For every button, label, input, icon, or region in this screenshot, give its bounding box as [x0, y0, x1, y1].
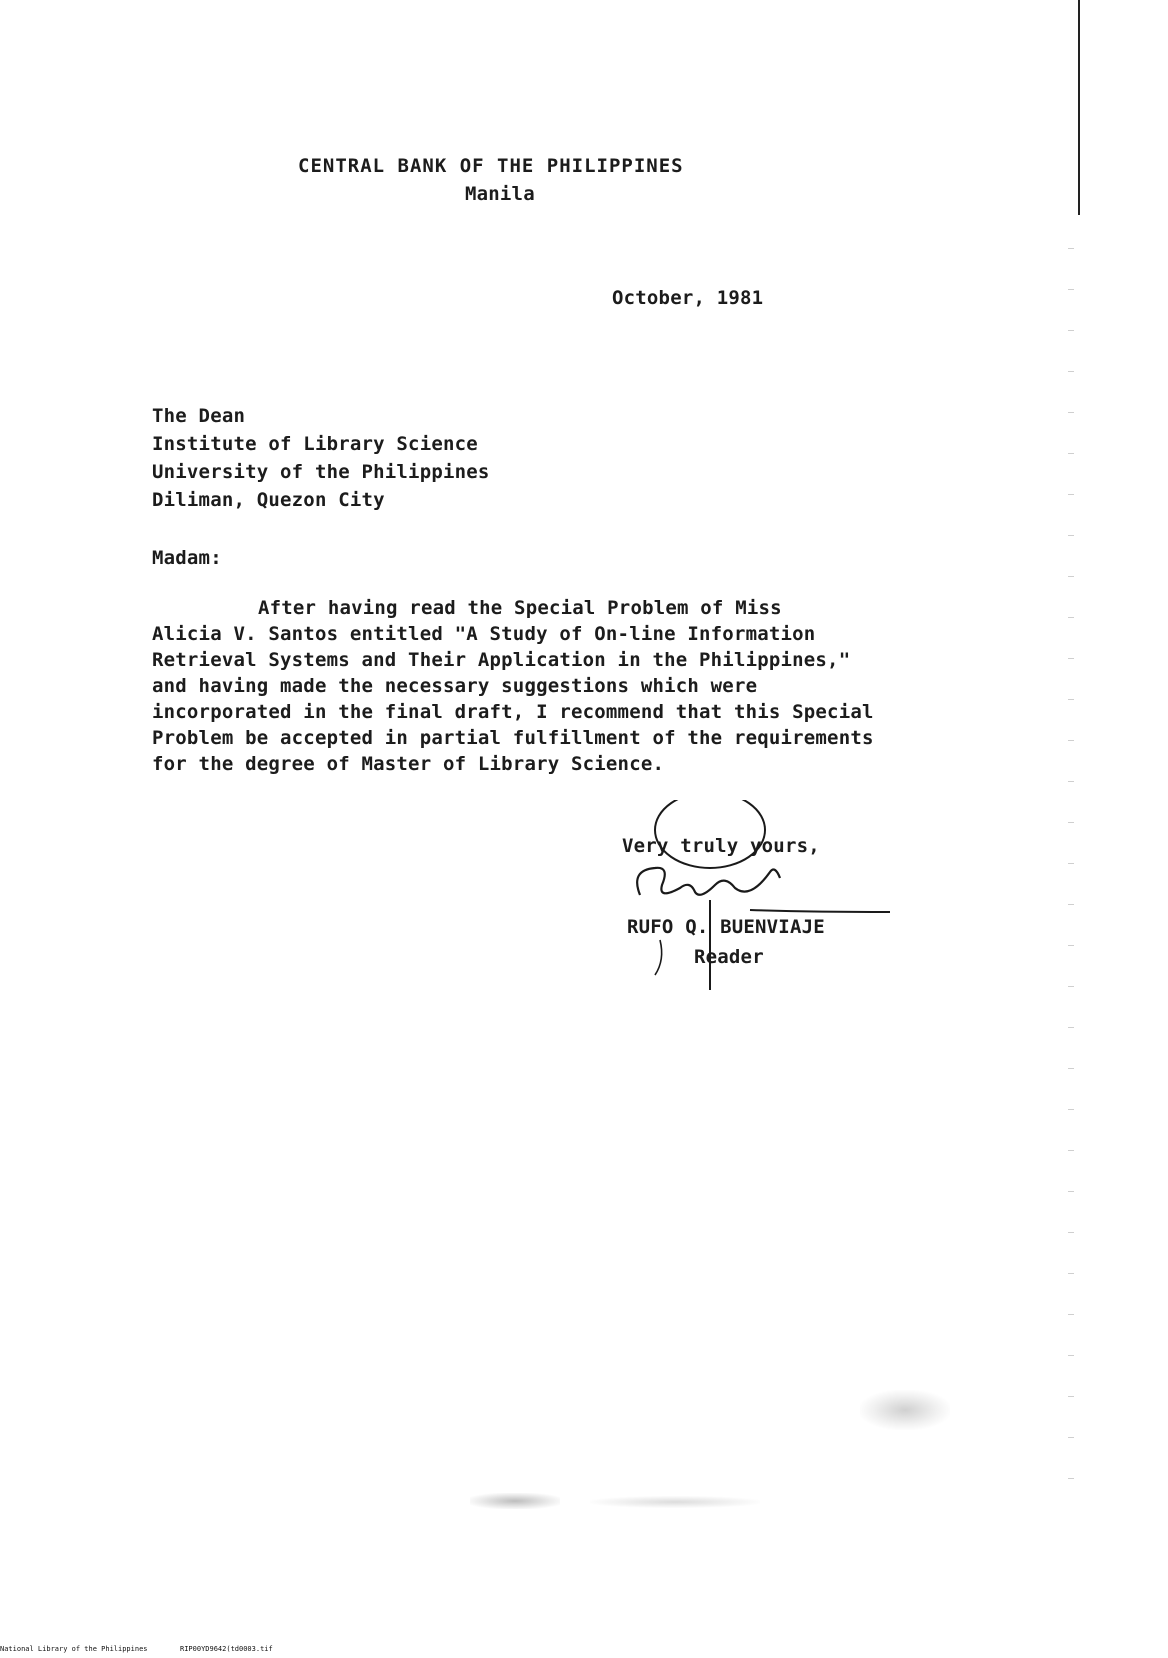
scan-smudge-bottom-left	[470, 1493, 560, 1509]
body-line-3: Retrieval Systems and Their Application in the Philippines,"	[152, 649, 851, 671]
letterhead-name: CENTRAL BANK OF THE PHILIPPINES	[298, 155, 684, 177]
body-line-4: and having made the necessary suggestions which were	[152, 675, 758, 697]
signatory-name: RUFO Q. BUENVIAJE	[627, 916, 825, 938]
signature-scrawl	[637, 868, 780, 895]
body-line-6: Problem be accepted in partial fulfillment of the requirements	[152, 727, 874, 749]
signatory-title: Reader	[694, 946, 764, 968]
scan-edge-line	[1078, 0, 1080, 215]
recipient-line-4: Diliman, Quezon City	[152, 489, 385, 511]
recipient-line-3: University of the Philippines	[152, 461, 490, 483]
recipient-line-1: The Dean	[152, 405, 246, 427]
signature-underline	[750, 910, 890, 912]
scan-smudge-bottom-right	[590, 1496, 760, 1508]
letter-date: October, 1981	[612, 287, 764, 309]
scan-smudge	[860, 1390, 950, 1430]
body-line-1: After having read the Special Problem of Miss	[258, 597, 782, 619]
letterhead-city: Manila	[465, 183, 535, 205]
signature-loop	[655, 800, 765, 868]
footer-archive-label: National Library of the Philippines	[0, 1645, 148, 1653]
signature-tail	[655, 940, 662, 975]
body-line-2: Alicia V. Santos entitled "A Study of On-line Information	[152, 623, 816, 645]
body-line-7: for the degree of Master of Library Science.	[152, 753, 665, 775]
recipient-line-2: Institute of Library Science	[152, 433, 478, 455]
handwritten-signature	[600, 800, 930, 1020]
scan-edge-speckle	[1068, 230, 1074, 1500]
salutation: Madam:	[152, 547, 222, 569]
closing: Very truly yours,	[622, 835, 820, 857]
body-line-5: incorporated in the final draft, I recommend that this Special	[152, 701, 874, 723]
footer-file-label: RIP00YD9642(td0003.tif	[180, 1645, 273, 1653]
